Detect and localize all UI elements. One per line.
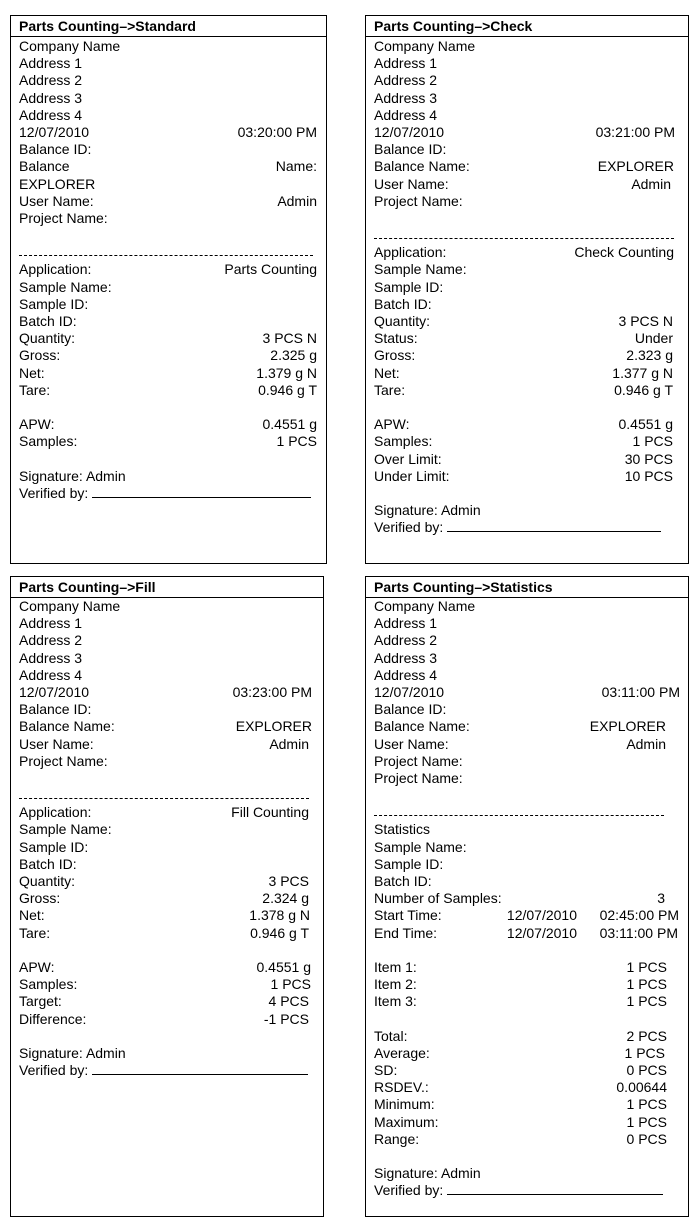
project-label: Project Name: bbox=[374, 192, 463, 209]
net-label: Net: bbox=[374, 364, 400, 381]
address-1: Address 1 bbox=[19, 615, 83, 632]
net: 1.377 g N bbox=[612, 364, 673, 381]
user-name: Admin bbox=[269, 735, 309, 752]
over-limit: 30 PCS bbox=[624, 450, 673, 467]
samples-label: Samples: bbox=[374, 433, 433, 450]
date: 12/07/2010 bbox=[19, 683, 90, 700]
apw-label: APW: bbox=[19, 958, 55, 975]
num-samples-label: Number of Samples: bbox=[374, 890, 502, 907]
minimum: 1 PCS bbox=[626, 1096, 667, 1113]
net: 1.379 g N bbox=[256, 364, 317, 381]
end-time: 03:11:00 PM bbox=[599, 924, 678, 941]
user-label: User Name: bbox=[19, 735, 94, 752]
check-title: Parts Counting–>Check bbox=[366, 16, 688, 37]
minimum-label: Minimum: bbox=[374, 1096, 435, 1113]
signature-line bbox=[447, 519, 661, 532]
batch-id-label: Batch ID: bbox=[374, 873, 432, 889]
sample-id-label: Sample ID: bbox=[374, 855, 444, 872]
time: 03:23:00 PM bbox=[232, 683, 312, 700]
user-label: User Name: bbox=[374, 735, 449, 752]
balance-name: EXPLORER bbox=[597, 158, 674, 175]
range-label: Range: bbox=[374, 1130, 420, 1147]
project-label: Project Name: bbox=[374, 752, 463, 769]
sample-id-label: Sample ID: bbox=[374, 278, 444, 295]
sample-id-label: Sample ID: bbox=[19, 295, 89, 312]
net: 1.378 g N bbox=[249, 907, 310, 924]
status: Under bbox=[634, 330, 673, 347]
signature-line bbox=[92, 1062, 308, 1075]
balance-id-label: Balance ID: bbox=[374, 701, 447, 718]
apw: 0.4551 g bbox=[262, 416, 317, 433]
verified-by bbox=[19, 485, 311, 502]
verified-label: Verified by: bbox=[19, 1062, 89, 1079]
separator bbox=[374, 227, 688, 244]
balance-name: EXPLORER bbox=[235, 718, 312, 735]
target: 4 PCS bbox=[268, 993, 309, 1010]
application: Check Counting bbox=[574, 244, 674, 261]
balance-label: Balance bbox=[19, 158, 70, 175]
tare-label: Tare: bbox=[19, 924, 51, 941]
fill-panel bbox=[10, 576, 324, 1217]
date: 12/07/2010 bbox=[19, 123, 90, 140]
batch-id-label: Batch ID: bbox=[374, 295, 432, 312]
signature: Signature: Admin bbox=[374, 1165, 481, 1182]
user-name: Admin bbox=[631, 175, 671, 192]
quantity: 3 PCS N bbox=[262, 330, 317, 347]
statistics-body bbox=[366, 598, 688, 1200]
item-3-label: Item 3: bbox=[374, 993, 417, 1010]
total-label: Total: bbox=[374, 1027, 408, 1044]
balance-name: EXPLORER bbox=[19, 175, 96, 192]
item-2: 1 PCS bbox=[626, 976, 667, 993]
address-4: Address 4 bbox=[374, 666, 438, 683]
quantity-label: Quantity: bbox=[374, 313, 431, 329]
standard-body bbox=[11, 37, 326, 502]
over-limit-label: Over Limit: bbox=[374, 450, 442, 467]
end-time-label: End Time: bbox=[374, 924, 438, 941]
apw-label: APW: bbox=[19, 416, 55, 433]
balance-name-label: Balance Name: bbox=[19, 718, 115, 735]
samples-label: Samples: bbox=[19, 433, 78, 450]
application-label: Application: bbox=[19, 804, 92, 821]
verified-by bbox=[374, 1182, 663, 1199]
batch-id-label: Batch ID: bbox=[19, 313, 77, 329]
user-label: User Name: bbox=[374, 175, 449, 192]
start-date: 12/07/2010 bbox=[506, 907, 577, 924]
statistics-panel bbox=[365, 576, 689, 1217]
quantity-label: Quantity: bbox=[19, 873, 76, 889]
gross-label: Gross: bbox=[19, 890, 61, 907]
rsdev: 0.00644 bbox=[616, 1079, 667, 1096]
verified-label: Verified by: bbox=[374, 1182, 444, 1199]
fill-title: Parts Counting–>Fill bbox=[11, 577, 323, 598]
samples: 1 PCS bbox=[270, 976, 311, 993]
fill-body bbox=[11, 598, 323, 1079]
tare: 0.946 g T bbox=[614, 381, 673, 398]
address-3: Address 3 bbox=[19, 649, 83, 666]
sample-name-label: Sample Name: bbox=[19, 821, 112, 838]
net-label: Net: bbox=[19, 364, 45, 381]
samples-label: Samples: bbox=[19, 976, 78, 993]
company-name: Company Name bbox=[374, 598, 476, 614]
gross: 2.325 g bbox=[270, 347, 317, 364]
balance-name: EXPLORER bbox=[589, 718, 666, 735]
target-label: Target: bbox=[19, 993, 62, 1010]
range: 0 PCS bbox=[626, 1130, 667, 1147]
verified-label: Verified by: bbox=[19, 484, 89, 501]
address-2: Address 2 bbox=[19, 632, 83, 649]
tare: 0.946 g T bbox=[258, 381, 317, 398]
verified-by bbox=[19, 1062, 308, 1079]
standard-title: Parts Counting–>Standard bbox=[11, 16, 326, 37]
sample-name-label: Sample Name: bbox=[374, 261, 467, 278]
signature-line bbox=[92, 485, 311, 498]
time: 03:21:00 PM bbox=[595, 123, 675, 140]
gross: 2.324 g bbox=[262, 890, 309, 907]
statistics-title: Parts Counting–>Statistics bbox=[366, 577, 688, 598]
balance-name-label: Balance Name: bbox=[374, 718, 470, 735]
address-4: Address 4 bbox=[19, 666, 83, 683]
standard-panel bbox=[10, 15, 327, 564]
gross-label: Gross: bbox=[374, 347, 416, 364]
separator bbox=[19, 244, 326, 261]
application-label: Application: bbox=[374, 244, 447, 261]
samples: 1 PCS bbox=[632, 433, 673, 450]
end-date: 12/07/2010 bbox=[506, 924, 577, 941]
total: 2 PCS bbox=[626, 1027, 667, 1044]
difference-label: Difference: bbox=[19, 1010, 87, 1027]
balance-id-label: Balance ID: bbox=[19, 141, 92, 158]
sample-name-label: Sample Name: bbox=[19, 278, 112, 295]
quantity-label: Quantity: bbox=[19, 330, 76, 347]
address-1: Address 1 bbox=[19, 55, 83, 72]
address-3: Address 3 bbox=[374, 89, 438, 106]
start-time-label: Start Time: bbox=[374, 907, 442, 924]
batch-id-label: Batch ID: bbox=[19, 855, 77, 872]
sd-label: SD: bbox=[374, 1062, 398, 1079]
address-2: Address 2 bbox=[19, 72, 83, 89]
quantity: 3 PCS N bbox=[618, 313, 673, 329]
average: 1 PCS bbox=[624, 1044, 665, 1061]
time: 03:20:00 PM bbox=[237, 123, 317, 140]
application-label: Application: bbox=[19, 261, 92, 278]
company-name: Company Name bbox=[19, 38, 121, 54]
net-label: Net: bbox=[19, 907, 45, 924]
address-4: Address 4 bbox=[374, 106, 438, 123]
user-name: Admin bbox=[626, 735, 666, 752]
separator bbox=[19, 787, 323, 804]
address-3: Address 3 bbox=[374, 649, 438, 666]
rsdev-label: RSDEV.: bbox=[374, 1079, 429, 1096]
project-label: Project Name: bbox=[19, 752, 108, 769]
balance-name-label: Balance Name: bbox=[374, 158, 470, 175]
name-label: Name: bbox=[275, 158, 317, 175]
under-limit-label: Under Limit: bbox=[374, 467, 450, 484]
apw: 0.4551 g bbox=[618, 416, 673, 433]
tare-label: Tare: bbox=[19, 381, 51, 398]
separator bbox=[374, 804, 688, 821]
sd: 0 PCS bbox=[626, 1062, 667, 1079]
balance-id-label: Balance ID: bbox=[19, 701, 92, 718]
date: 12/07/2010 bbox=[374, 683, 445, 700]
maximum-label: Maximum: bbox=[374, 1113, 439, 1130]
address-1: Address 1 bbox=[374, 615, 438, 632]
under-limit: 10 PCS bbox=[624, 467, 673, 484]
item-1-label: Item 1: bbox=[374, 958, 417, 975]
check-body bbox=[366, 37, 688, 536]
gross-label: Gross: bbox=[19, 347, 61, 364]
address-4: Address 4 bbox=[19, 106, 83, 123]
signature: Signature: Admin bbox=[374, 502, 481, 519]
verified-label: Verified by: bbox=[374, 519, 444, 536]
item-1: 1 PCS bbox=[626, 958, 667, 975]
address-2: Address 2 bbox=[374, 72, 438, 89]
date: 12/07/2010 bbox=[374, 123, 445, 140]
item-2-label: Item 2: bbox=[374, 976, 417, 993]
samples: 1 PCS bbox=[276, 433, 317, 450]
apw: 0.4551 g bbox=[256, 958, 311, 975]
item-3: 1 PCS bbox=[626, 993, 667, 1010]
company-name: Company Name bbox=[19, 598, 121, 614]
user-name: Admin bbox=[277, 192, 317, 209]
difference: -1 PCS bbox=[263, 1010, 309, 1027]
time: 03:11:00 PM bbox=[601, 683, 680, 700]
tare-label: Tare: bbox=[374, 381, 406, 398]
maximum: 1 PCS bbox=[626, 1113, 667, 1130]
project-label: Project Name: bbox=[19, 209, 108, 226]
average-label: Average: bbox=[374, 1044, 430, 1061]
balance-id-label: Balance ID: bbox=[374, 141, 447, 158]
start-time: 02:45:00 PM bbox=[599, 907, 679, 924]
statistics-label: Statistics bbox=[374, 821, 431, 838]
application: Parts Counting bbox=[224, 261, 317, 278]
application: Fill Counting bbox=[231, 804, 309, 821]
sample-name-label: Sample Name: bbox=[374, 838, 467, 855]
address-2: Address 2 bbox=[374, 632, 438, 649]
signature: Signature: Admin bbox=[19, 1044, 126, 1061]
num-samples: 3 bbox=[657, 890, 665, 907]
sample-id-label: Sample ID: bbox=[19, 838, 89, 855]
gross: 2.323 g bbox=[626, 347, 673, 364]
tare: 0.946 g T bbox=[250, 924, 309, 941]
apw-label: APW: bbox=[374, 416, 410, 433]
user-label: User Name: bbox=[19, 192, 94, 209]
check-panel bbox=[365, 15, 689, 564]
status-label: Status: bbox=[374, 330, 418, 347]
address-3: Address 3 bbox=[19, 89, 83, 106]
signature: Signature: Admin bbox=[19, 467, 126, 484]
signature-line bbox=[447, 1182, 663, 1195]
company-name: Company Name bbox=[374, 38, 476, 54]
quantity: 3 PCS bbox=[268, 873, 309, 889]
verified-by bbox=[374, 519, 661, 536]
address-1: Address 1 bbox=[374, 55, 438, 72]
project-label-2: Project Name: bbox=[374, 769, 463, 786]
